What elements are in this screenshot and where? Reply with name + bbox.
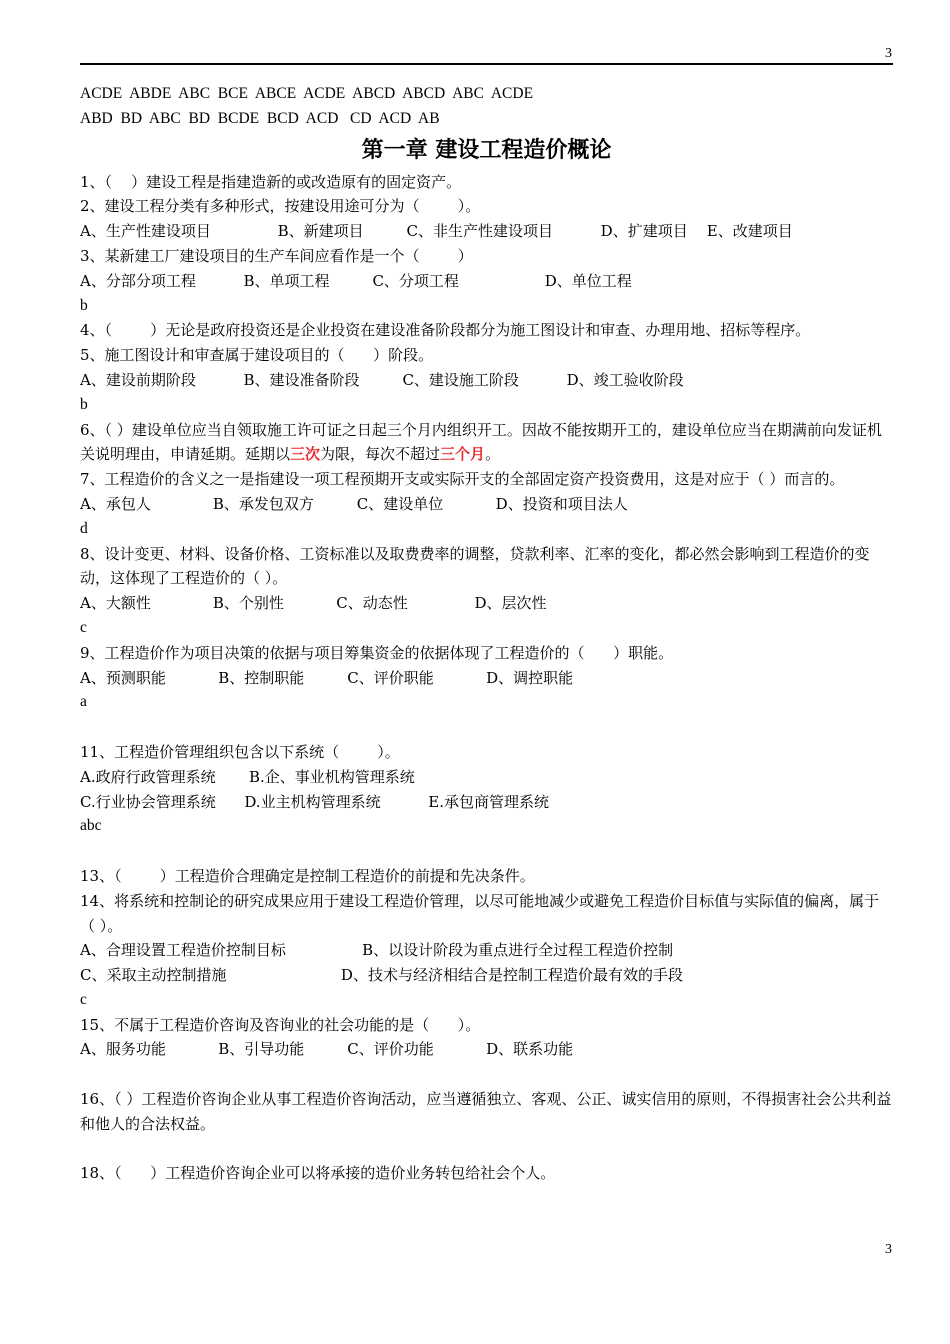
question-10 [80,715,893,740]
question-14-answer: c [80,990,87,1008]
question-15: 15、不属于工程造价咨询及咨询业的社会功能的是（ ）。 [80,1015,481,1034]
question-11-answer: abc [80,817,102,835]
document-body [80,82,893,1186]
question-6-text-b: 为限，每次不超过 [320,445,441,464]
question-14: 14、将系统和控制论的研究成果应用于建设工程造价管理，以尽可能地减少或避免工程造价目标值与实际值的偏离，属于（ ）。 [80,891,880,935]
question-6-highlight-2: 三个月 [440,445,486,464]
question-3-options: A、分部分项工程 B、单项工程 C、分项工程 D、单位工程 [80,271,632,290]
question-7-answer: d [80,519,88,537]
question-15-options: A、服务功能 B、引导功能 C、评价功能 D、联系功能 [80,1040,574,1059]
question-9: 9、工程造价作为项目决策的依据与项目筹集资金的依据体现了工程造价的（ ）职能。 [80,643,674,662]
question-16: 16、（ ）工程造价咨询企业从事工程造价咨询活动，应当遵循独立、客观、公正、诚实信用的原则，不得损害社会公共利益和他人的合法权益。 [80,1090,892,1133]
question-11: 11、工程造价管理组织包含以下系统（ ）。 [80,742,400,761]
question-14-options-2: C、采取主动控制措施 D、技术与经济相结合是控制工程造价最有效的手段 [80,966,683,985]
question-13: 13、（ ）工程造价合理确定是控制工程造价的前提和先决条件。 [80,866,535,885]
question-9-answer: a [80,693,87,711]
question-8: 8、设计变更、材料、设备价格、工资标准以及取费费率的调整，贷款利率、汇率的变化，都必然会影响到工程造价的变动，这体现了工程造价的（ ）。 [80,544,870,588]
question-11-options-2: C.行业协会管理系统 D.业主机构管理系统 E.承包商管理系统 [80,792,549,811]
header-rule [80,63,893,65]
question-12 [80,839,893,864]
question-8-answer: c [80,618,87,636]
question-6-highlight-1: 三次 [290,445,321,464]
blank-line [80,1062,893,1087]
answer-key-line-2: ABD BD ABC BD BCDE BCD ACD CD ACD AB [80,109,440,127]
question-4: 4、（ ）无论是政府投资还是企业投资在建设准备阶段都分为施工图设计和审查、办理用地、招标等程序。 [80,321,811,340]
question-6 [80,418,893,468]
question-3-answer: b [80,296,88,314]
question-8-options: A、大额性 B、个别性 C、动态性 D、层次性 [80,594,547,613]
question-1: 1、（ ）建设工程是指建造新的或改造原有的固定资产。 [80,172,462,191]
question-7: 7、工程造价的含义之一是指建设一项工程预期开支或实际开支的全部固定资产投资费用，这是对应于（ ）而言的。 [80,470,845,489]
question-18: 18、（ ）工程造价咨询企业可以将承接的造价业务转包给社会个人。 [80,1164,556,1183]
question-5-options: A、建设前期阶段 B、建设准备阶段 C、建设施工阶段 D、竣工验收阶段 [80,370,684,389]
question-5: 5、施工图设计和审查属于建设项目的（ ）阶段。 [80,346,434,365]
question-9-options: A、预测职能 B、控制职能 C、评价职能 D、调控职能 [80,668,574,687]
question-6-text-c: 。 [485,445,501,464]
question-2-options: A、生产性建设项目 B、新建项目 C、非生产性建设项目 D、扩建项目 E、改建项目 [80,222,793,241]
header-page-number: 3 [885,46,892,61]
question-7-options: A、承包人 B、承发包双方 C、建设单位 D、投资和项目法人 [80,494,628,513]
question-14-options-1: A、合理设置工程造价控制目标 B、以设计阶段为重点进行全过程工程造价控制 [80,941,674,960]
question-11-options-1: A.政府行政管理系统 B.企、事业机构管理系统 [80,767,415,786]
question-2: 2、建设工程分类有多种形式，按建设用途可分为（ ）。 [80,197,481,216]
chapter-title: 第一章 建设工程造价概论 [361,137,612,163]
footer-page-number: 3 [885,1242,892,1257]
question-3: 3、某新建工厂建设项目的生产车间应看作是一个（ ） [80,246,473,265]
question-5-answer: b [80,395,88,413]
question-17 [80,1137,893,1162]
question-6-text-a: 6、（ ）建设单位应当自领取施工许可证之日起三个月内组织开工。因故不能按期开工的，建设单位应当在期满前向发证机关说明理由，申请延期。延期以 [80,420,882,464]
answer-key-line-1: ACDE ABDE ABC BCE ABCE ACDE ABCD ABCD ABC ACDE [80,85,534,102]
